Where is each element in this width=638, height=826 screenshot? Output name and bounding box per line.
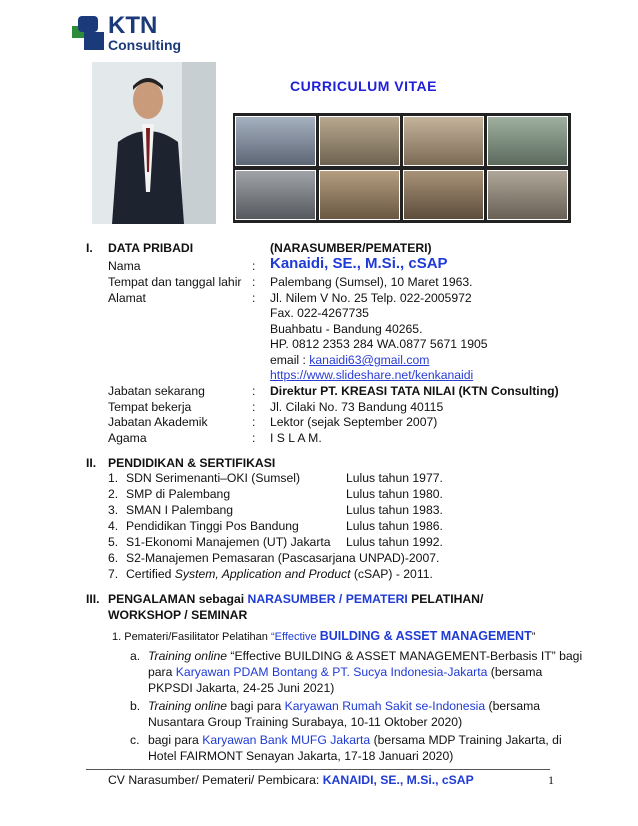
edu-name: SDN Serimenanti–OKI (Sumsel) [126, 471, 301, 485]
field-label: Jabatan Akademik [108, 415, 208, 429]
name-value: Kanaidi, SE., M.Si., cSAP [270, 255, 448, 272]
edu-name: SMAN I Palembang [126, 503, 234, 517]
experience-item [112, 629, 535, 645]
edu-name: S1-Ekonomi Manajemen (UT) Jakarta [126, 535, 331, 549]
subitem-line [148, 649, 582, 665]
collage-photo [487, 116, 568, 166]
field-label: Nama [108, 259, 141, 273]
section-number: II. [86, 456, 97, 470]
item-quote-open: “Effective [270, 631, 320, 643]
logo-sub: Consulting [108, 37, 182, 53]
field-label: Agama [108, 431, 147, 445]
subitem-italic: Training online [148, 649, 228, 663]
email-line [270, 353, 429, 369]
edu-name: Pendidikan Tinggi Pos Bandung [126, 519, 299, 533]
edu-name: SMP di Palembang [126, 487, 231, 501]
subitem-line [148, 665, 542, 681]
profile-photo [92, 62, 216, 224]
subitem-line: PKPSDI Jakarta, 24-25 Juni 2021) [148, 681, 335, 695]
footer-name: KANAIDI, SE., M.Si., cSAP [322, 773, 474, 787]
field-value: Jl. Cilaki No. 73 Bandung 40115 [270, 400, 444, 414]
field-label: Jabatan sekarang [108, 384, 205, 398]
edu-num: 7. [108, 567, 119, 581]
colon: : [252, 275, 256, 289]
edu-year: Lulus tahun 1977. [346, 471, 443, 485]
item-bold: BUILDING & ASSET MANAGEMENT [319, 629, 532, 643]
logo-mark-icon [68, 12, 108, 52]
person-illustration [92, 62, 216, 224]
role-label: (NARASUMBER/PEMATERI) [270, 241, 432, 255]
ktn-logo [68, 10, 188, 54]
field-label: Tempat dan tanggal lahir [108, 275, 242, 289]
subitem-text: (bersama [487, 665, 543, 679]
edu-name: S2-Manajemen Pemasaran (Pascasarjana UNPAD)-2007. [126, 551, 440, 565]
training-photo-collage [233, 113, 571, 223]
subitem-blue: Karyawan PDAM Bontang & PT. Sucya Indonesia-Jakarta [175, 665, 488, 679]
field-label: Tempat bekerja [108, 400, 192, 414]
section-heading-line2: WORKSHOP / SEMINAR [108, 608, 248, 622]
heading-blue: NARASUMBER / PEMATERI [247, 592, 408, 606]
subitem-text: (bersama MDP Training Jakarta, di [370, 733, 562, 747]
subitem-blue: Karyawan Bank MUFG Jakarta [202, 733, 371, 747]
field-value: Palembang (Sumsel), 10 Maret 1963. [270, 275, 473, 289]
edu-num: 6. [108, 551, 119, 565]
item-quote-close: ” [531, 631, 536, 643]
collage-photo [403, 116, 484, 166]
edu-year: Lulus tahun 1983. [346, 503, 443, 517]
logo-brand: KTN [108, 12, 158, 39]
section-heading: DATA PRIBADI [108, 241, 194, 255]
address-line: Fax. 022-4267735 [270, 306, 369, 320]
edu-num: 2. [108, 487, 119, 501]
subitem-label: c. [130, 733, 140, 747]
subitem-text: para [148, 665, 176, 679]
collage-photo [235, 170, 316, 220]
subitem-text: bagi para [227, 699, 285, 713]
edu-year: Lulus tahun 1992. [346, 535, 443, 549]
section-number: III. [86, 592, 100, 606]
field-label: Alamat [108, 291, 146, 305]
page-number: 1 [548, 773, 554, 787]
subitem-text: “Effective BUILDING & ASSET MANAGEMENT-Berbasis IT” bagi [227, 649, 583, 663]
subitem-label: a. [130, 649, 141, 663]
subitem-italic: Training online [148, 699, 228, 713]
edu-num: 3. [108, 503, 119, 517]
address-line: HP. 0812 2353 284 WA.0877 5671 1905 [270, 337, 488, 351]
subitem-label: b. [130, 699, 141, 713]
collage-photo [235, 116, 316, 166]
slideshare-link[interactable]: https://www.slideshare.net/kenkanaidi [270, 368, 474, 382]
colon: : [252, 384, 256, 398]
subitem-line: Hotel FAIRMONT Senayan Jakarta, 17-18 Januari 2020) [148, 749, 454, 763]
section-number: I. [86, 241, 93, 255]
subitem-text: bagi para [148, 733, 203, 747]
cert-prefix: Certified [126, 567, 175, 581]
colon: : [252, 259, 256, 273]
collage-photo [403, 170, 484, 220]
edu-year: Lulus tahun 1986. [346, 519, 443, 533]
subitem-line: Nusantara Group Training Surabaya, 10-11 Oktober 2020) [148, 715, 463, 729]
collage-photo [319, 116, 400, 166]
colon: : [252, 400, 256, 414]
subitem-blue: Karyawan Rumah Sakit se-Indonesia [284, 699, 486, 713]
footer-text [108, 773, 474, 789]
item-pre: 1. Pemateri/Fasilitator Pelatihan [112, 631, 271, 643]
field-value: I S L A M. [270, 431, 322, 445]
edu-num: 5. [108, 535, 119, 549]
footer-divider [86, 769, 550, 770]
edu-num: 4. [108, 519, 119, 533]
cert-italic: System, Application and Product [174, 567, 351, 581]
field-value: Jl. Nilem V No. 25 Telp. 022-2005972 [270, 291, 472, 305]
collage-photo [319, 170, 400, 220]
footer-prefix: CV Narasumber/ Pemateri/ Pembicara: [108, 773, 323, 787]
subitem-line [148, 733, 562, 749]
address-line: Buahbatu - Bandung 40265. [270, 322, 423, 336]
cert-suffix: (cSAP) - 2011. [350, 567, 433, 581]
colon: : [252, 431, 256, 445]
edu-year: Lulus tahun 1980. [346, 487, 443, 501]
edu-num: 1. [108, 471, 119, 485]
field-value: Direktur PT. KREASI TATA NILAI (KTN Consulting) [270, 384, 559, 398]
section-heading: PENDIDIKAN & SERTIFIKASI [108, 456, 276, 470]
edu-name [126, 567, 433, 583]
field-value: Lektor (sejak September 2007) [270, 415, 438, 429]
subitem-line [148, 699, 540, 715]
document-title: CURRICULUM VITAE [290, 78, 437, 94]
colon: : [252, 415, 256, 429]
subitem-text: (bersama [485, 699, 541, 713]
heading-post: PELATIHAN/ [407, 592, 484, 606]
heading-pre: PENGALAMAN sebagai [108, 592, 248, 606]
collage-photo [487, 170, 568, 220]
email-link[interactable]: kanaidi63@gmail.com [309, 353, 430, 367]
email-label: email : [270, 353, 310, 367]
colon: : [252, 291, 256, 305]
section-heading [108, 592, 483, 606]
